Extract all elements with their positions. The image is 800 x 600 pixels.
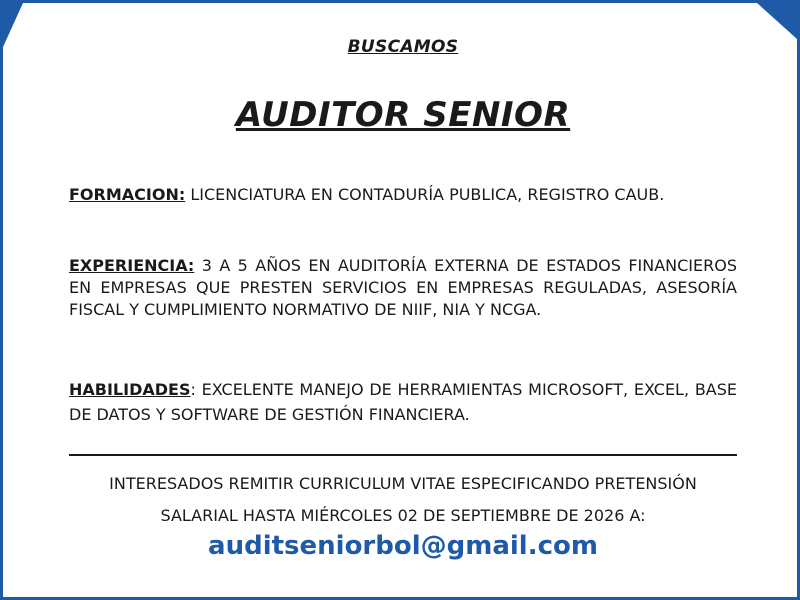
divider bbox=[69, 454, 737, 456]
kicker-heading: BUSCAMOS bbox=[347, 37, 459, 57]
section-text-habilidades: : EXCELENTE MANEJO DE HERRAMIENTAS MICROSOFT, EXCEL, BASE DE DATOS Y SOFTWARE DE GESTIÓN FINANCIERA. bbox=[69, 380, 737, 424]
section-label-experiencia: EXPERIENCIA: bbox=[69, 256, 195, 275]
corner-decoration-top-right bbox=[757, 3, 797, 39]
section-text-formacion: LICENCIATURA EN CONTADURÍA PUBLICA, REGISTRO CAUB. bbox=[185, 185, 665, 204]
application-instructions-line-2: SALARIAL HASTA MIÉRCOLES 02 DE SEPTIEMBRE DE 2026 A: bbox=[160, 506, 646, 525]
section-formacion bbox=[69, 184, 737, 206]
section-label-formacion: FORMACION: bbox=[69, 185, 186, 204]
section-label-habilidades: HABILIDADES bbox=[69, 380, 191, 399]
section-text-experiencia: 3 A 5 AÑOS EN AUDITORÍA EXTERNA DE ESTADOS FINANCIEROS EN EMPRESAS QUE PRESTEN SERVICIOS EN EMPRESAS REGULADAS, ASESORÍA FISCAL Y CUMPLIMIENTO NORMATIVO DE NIIF, NIA Y NCGA. bbox=[69, 256, 737, 319]
application-instructions-line-1: INTERESADOS REMITIR CURRICULUM VITAE ESPECIFICANDO PRETENSIÓN bbox=[109, 474, 697, 493]
section-habilidades bbox=[69, 377, 737, 427]
job-title: AUDITOR SENIOR bbox=[235, 95, 571, 135]
contact-email[interactable]: auditseniorbol@gmail.com bbox=[208, 531, 598, 561]
section-experiencia bbox=[69, 255, 737, 321]
